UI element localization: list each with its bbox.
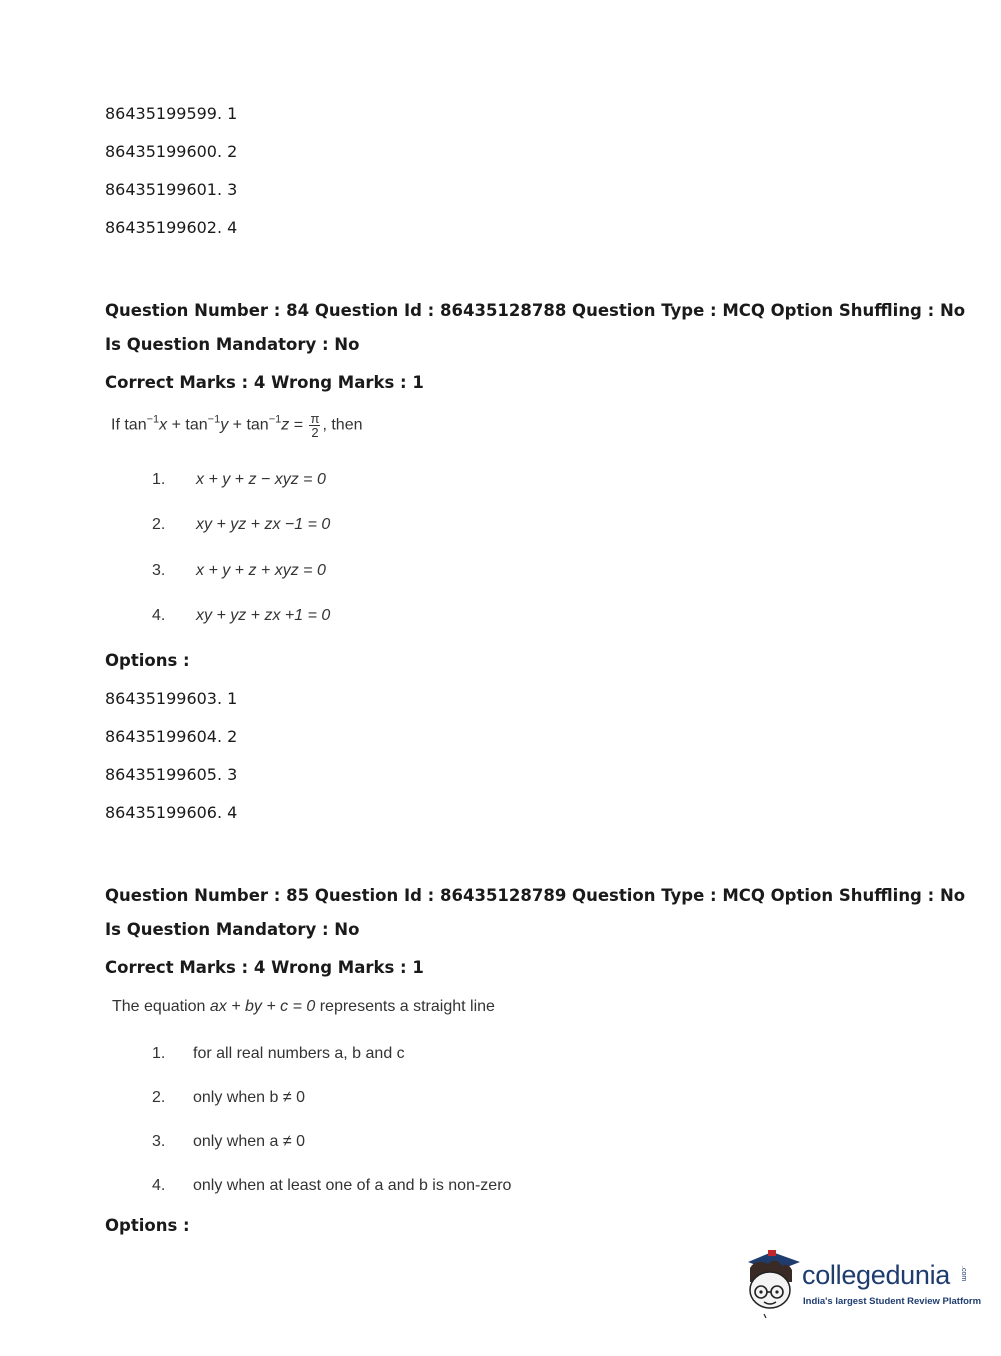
option-id-line: 86435199605. 3 bbox=[105, 765, 238, 784]
question-mandatory: Is Question Mandatory : No bbox=[105, 920, 360, 939]
option-id-line: 86435199603. 1 bbox=[105, 689, 238, 708]
choice-text: xy + yz + zx −1 = 0 bbox=[196, 516, 331, 533]
logo-wordmark: collegedunia bbox=[802, 1260, 951, 1290]
choice-number: 1. bbox=[152, 1045, 166, 1062]
question-mandatory: Is Question Mandatory : No bbox=[105, 335, 360, 354]
question-header: Question Number : 84 Question Id : 86435128788 Question Type : MCQ Option Shuffling : No bbox=[105, 301, 966, 320]
question-marks: Correct Marks : 4 Wrong Marks : 1 bbox=[105, 373, 424, 392]
choice-number: 1. bbox=[152, 471, 166, 488]
option-id-line: 86435199602. 4 bbox=[105, 218, 238, 237]
option-id-line: 86435199601. 3 bbox=[105, 180, 238, 199]
logo-tagline: India's largest Student Review Platform bbox=[803, 1296, 982, 1307]
option-id-line: 86435199606. 4 bbox=[105, 803, 238, 822]
question-stem: If $\tan^{-1}x + \tan^{-1}y + \tan^{-1}z$ = $\frac{\pi}{2}$ , then bbox=[111, 411, 363, 440]
choice-number: 4. bbox=[152, 1177, 166, 1194]
choice-text: xy + yz + zx +1 = 0 bbox=[196, 607, 331, 624]
option-id-line: 86435199600. 2 bbox=[105, 142, 238, 161]
choice-number: 3. bbox=[152, 562, 166, 579]
choice-text: x + y + z + xyz = 0 bbox=[196, 562, 326, 579]
logo-domain: .com bbox=[960, 1266, 967, 1282]
option-id-line: 86435199604. 2 bbox=[105, 727, 238, 746]
choice-number: 3. bbox=[152, 1133, 166, 1150]
question-header: Question Number : 85 Question Id : 86435128789 Question Type : MCQ Option Shuffling : No bbox=[105, 886, 966, 905]
question-stem: The equation ax + by + c = 0 represents a straight line bbox=[112, 998, 495, 1015]
choice-text: only when b ≠ 0 bbox=[193, 1089, 305, 1106]
choice-number: 2. bbox=[152, 516, 166, 533]
pi-over-two-fraction: $\frac{\pi}{2}$ bbox=[310, 411, 320, 440]
choice-text: only when at least one of a and b is non-zero bbox=[193, 1177, 512, 1194]
option-id-line: 86435199599. 1 bbox=[105, 104, 238, 123]
question-marks: Correct Marks : 4 Wrong Marks : 1 bbox=[105, 958, 424, 977]
choice-number: 2. bbox=[152, 1089, 166, 1106]
choice-text: only when a ≠ 0 bbox=[193, 1133, 305, 1150]
choice-text: x + y + z − xyz = 0 bbox=[196, 471, 326, 488]
collegedunia-logo bbox=[742, 1248, 982, 1320]
mascot-icon bbox=[742, 1248, 804, 1320]
options-label: Options : bbox=[105, 651, 190, 670]
options-label: Options : bbox=[105, 1216, 190, 1235]
choice-number: 4. bbox=[152, 607, 166, 624]
choice-text: for all real numbers a, b and c bbox=[193, 1045, 405, 1062]
